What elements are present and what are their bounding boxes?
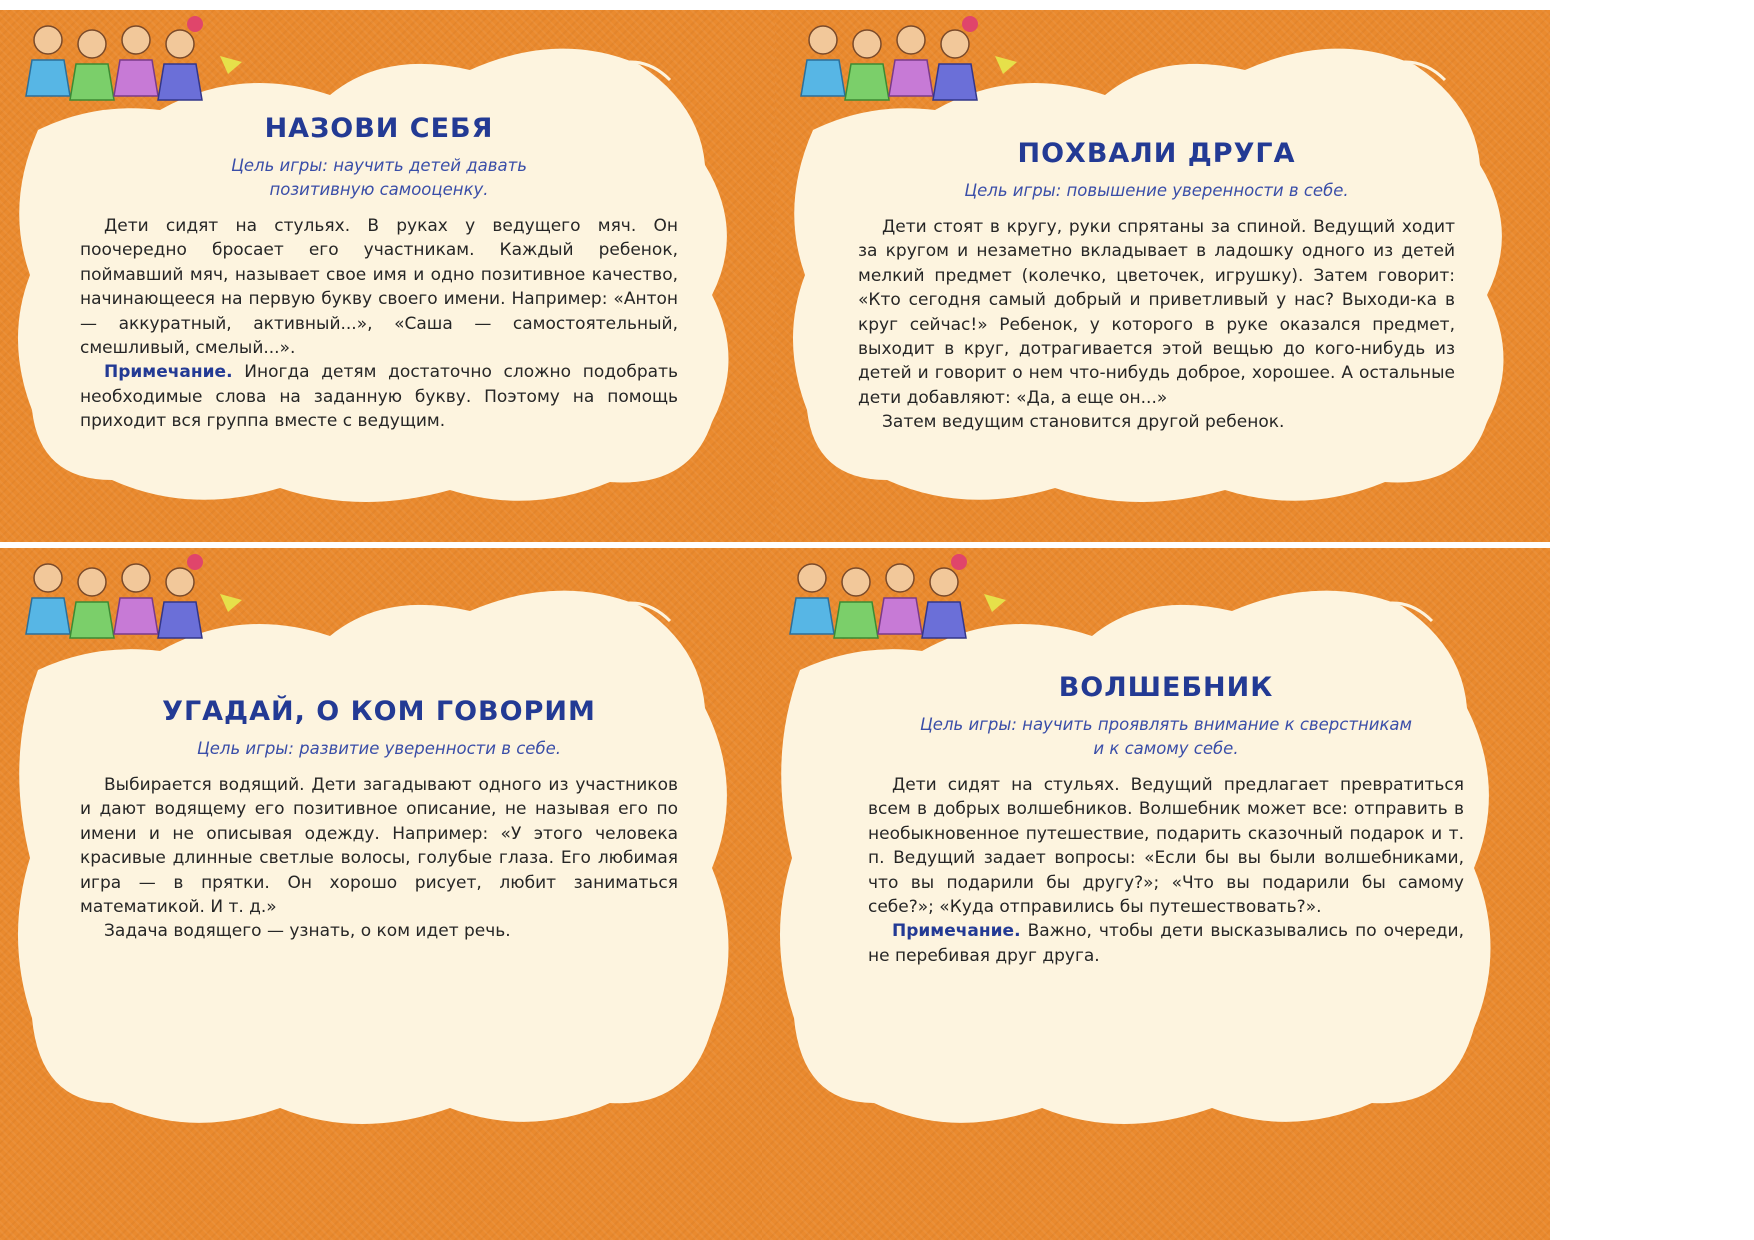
note-label: Примечание. — [892, 921, 1021, 942]
children-illustration — [795, 16, 1025, 106]
card-note — [868, 919, 1464, 968]
card-title: ВОЛШЕБНИК — [1058, 672, 1274, 703]
game-card — [0, 548, 762, 1240]
card-goal — [80, 737, 678, 761]
game-card — [0, 10, 778, 542]
card-body — [868, 672, 1464, 968]
card-paragraph: Задача водящего — узнать, о ком идет речь. — [104, 921, 511, 942]
game-card — [762, 548, 1550, 1240]
card-paragraph: Дети сидят на стульях. Ведущий предлагает превратиться всем в добрых волшебников. Волшебник может все: отправить в необыкновенное путешествие, подарить сказочный подарок и т. п. Ведущий задает вопросы: «Если бы вы были волшебниками, что вы подарили бы другу?»; «Что вы подарили бы самому себе?»; «Куда отправились бы путешествовать?». — [868, 775, 1464, 918]
card-paragraph: Дети стоят в кругу, руки спрятаны за спиной. Ведущий ходит за кругом и незаметно вкладывает в ладошку одного из детей мелкий предмет (колечко, цветочек, игрушку). Затем говорит: «Кто сегодня самый добрый и приветливый у нас? Выходи-ка в круг сейчас!» Ребенок, у которого в руке оказался предмет, выходит в круг, дотрагивается этой вещью до кого-нибудь из детей и говорит о нем что-нибудь доброе, хорошее. А остальные дети добавляют: «Да, а еще он...» — [858, 217, 1455, 408]
card-title: УГАДАЙ, О КОМ ГОВОРИМ — [162, 696, 596, 727]
children-illustration — [784, 554, 1014, 644]
card-paragraph: Дети сидят на стульях. В руках у ведущего мяч. Он поочередно бросает его участникам. Каждый ребенок, поймавший мяч, называет свое имя и одно позитивное качество, начинающееся на первую букву своего имени. Например: «Антон — аккуратный, активный...», «Саша — самостоятельный, смешливый, смелый...». — [80, 216, 678, 359]
goal-line: позитивную самооценку. — [269, 180, 489, 199]
card-title: ПОХВАЛИ ДРУГА — [1017, 138, 1296, 169]
card-goal — [858, 179, 1455, 203]
card-body — [80, 696, 678, 944]
children-illustration — [20, 16, 250, 106]
card-goal — [80, 154, 678, 202]
children-illustration — [20, 554, 250, 644]
goal-line: Цель игры: научить детей давать — [231, 156, 527, 175]
goal-line: Цель игры: повышение уверенности в себе. — [964, 181, 1349, 200]
note-text: Иногда детям достаточно сложно подобрать необходимые слова на заданную букву. Поэтому на помощь приходит вся группа вместе с ведущим. — [80, 362, 678, 432]
note-text: Важно, чтобы дети высказывались по очереди, не перебивая друг друга. — [868, 921, 1464, 966]
card-note — [80, 360, 678, 433]
goal-line: Цель игры: научить проявлять внимание к сверстникам — [919, 715, 1412, 734]
card-body — [80, 113, 678, 434]
card-paragraph: Затем ведущим становится другой ребенок. — [882, 412, 1285, 433]
card-paragraph: Выбирается водящий. Дети загадывают одного из участников и дают водящему его позитивное описание, не называя его по имени и не описывая одежду. Например: «У этого человека красивые длинные светлые волосы, голубые глаза. Его любимая игра — в прятки. Он хорошо рисует, любит заниматься математикой. И т. д.» — [80, 775, 678, 918]
goal-line: Цель игры: развитие уверенности в себе. — [196, 739, 562, 758]
goal-line: и к самому себе. — [1093, 739, 1239, 758]
card-body — [858, 138, 1455, 435]
note-label: Примечание. — [104, 362, 233, 383]
card-goal — [868, 713, 1464, 761]
card-title: НАЗОВИ СЕБЯ — [264, 113, 494, 144]
game-card — [775, 10, 1550, 542]
